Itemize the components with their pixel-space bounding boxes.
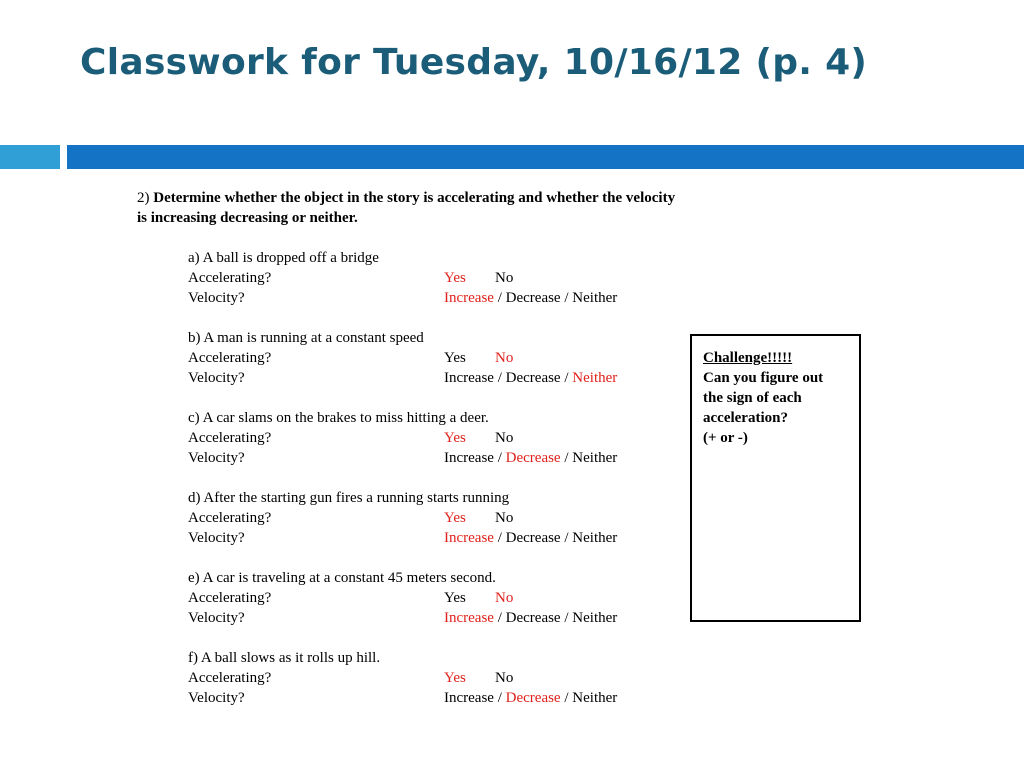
option-neither: Neither xyxy=(572,290,618,306)
question-number: 2) xyxy=(137,190,150,206)
option-increase: Increase xyxy=(444,610,494,626)
velocity-label: Velocity? xyxy=(188,370,245,386)
option-separator: / xyxy=(560,370,573,386)
answer-no: No xyxy=(495,670,514,686)
answer-yes: Yes xyxy=(444,670,466,686)
question-part xyxy=(188,248,837,308)
option-separator: / xyxy=(560,610,573,626)
answer-no: No xyxy=(495,430,514,446)
accelerating-label: Accelerating? xyxy=(188,670,272,686)
challenge-line: the sign of each xyxy=(703,390,802,406)
challenge-line: Can you figure out xyxy=(703,370,824,386)
part-text: b) A man is running at a constant speed xyxy=(188,330,424,346)
option-separator: / xyxy=(493,530,506,546)
option-neither: Neither xyxy=(572,530,618,546)
answer-yes: Yes xyxy=(444,590,466,606)
accelerating-row xyxy=(188,268,837,288)
velocity-options xyxy=(444,368,617,388)
velocity-label: Velocity? xyxy=(188,690,245,706)
option-increase: Increase xyxy=(444,290,494,306)
option-separator: / xyxy=(493,450,506,466)
option-separator: / xyxy=(560,450,573,466)
option-decrease: Decrease xyxy=(505,610,561,626)
question-prompt-line2: is increasing decreasing or neither. xyxy=(137,210,358,226)
option-neither: Neither xyxy=(572,450,618,466)
option-neither: Neither xyxy=(572,370,618,386)
velocity-row xyxy=(188,288,837,308)
slide-title: Classwork for Tuesday, 10/16/12 (p. 4) xyxy=(80,42,868,83)
answer-no: No xyxy=(495,270,514,286)
question-heading-line2 xyxy=(137,208,837,228)
answer-yes: Yes xyxy=(444,350,466,366)
accelerating-row xyxy=(188,668,837,688)
option-decrease: Decrease xyxy=(505,290,561,306)
challenge-box xyxy=(690,334,861,622)
option-increase: Increase xyxy=(444,530,494,546)
accelerating-label: Accelerating? xyxy=(188,270,272,286)
question-part xyxy=(188,648,837,708)
part-text: c) A car slams on the brakes to miss hitting a deer. xyxy=(188,410,489,426)
option-separator: / xyxy=(560,530,573,546)
option-increase: Increase xyxy=(444,450,494,466)
option-decrease: Decrease xyxy=(505,370,561,386)
option-separator: / xyxy=(493,290,506,306)
answer-no: No xyxy=(495,590,514,606)
question-prompt-line1: Determine whether the object in the story is accelerating and whether the velocity xyxy=(153,190,676,206)
option-decrease: Decrease xyxy=(505,690,561,706)
accelerating-label: Accelerating? xyxy=(188,350,272,366)
challenge-title: Challenge!!!!! xyxy=(703,350,793,366)
velocity-options xyxy=(444,688,617,708)
velocity-label: Velocity? xyxy=(188,450,245,466)
option-increase: Increase xyxy=(444,690,494,706)
part-text: d) After the starting gun fires a running starts running xyxy=(188,490,510,506)
challenge-line: (+ or -) xyxy=(703,430,748,446)
answer-yes: Yes xyxy=(444,430,466,446)
accelerating-label: Accelerating? xyxy=(188,590,272,606)
velocity-label: Velocity? xyxy=(188,290,245,306)
accelerating-label: Accelerating? xyxy=(188,430,272,446)
answer-no: No xyxy=(495,350,514,366)
header-accent-bar-left xyxy=(0,145,60,169)
velocity-options xyxy=(444,288,617,308)
option-decrease: Decrease xyxy=(505,530,561,546)
velocity-row xyxy=(188,688,837,708)
velocity-options xyxy=(444,448,617,468)
accelerating-label: Accelerating? xyxy=(188,510,272,526)
answer-no: No xyxy=(495,510,514,526)
challenge-line: acceleration? xyxy=(703,410,788,426)
header-accent-bar xyxy=(67,145,1024,169)
option-separator: / xyxy=(493,610,506,626)
part-text: e) A car is traveling at a constant 45 meters second. xyxy=(188,570,496,586)
option-separator: / xyxy=(493,370,506,386)
part-text: f) A ball slows as it rolls up hill. xyxy=(188,650,381,666)
answer-yes: Yes xyxy=(444,270,466,286)
velocity-options xyxy=(444,608,617,628)
option-increase: Increase xyxy=(444,370,494,386)
option-separator: / xyxy=(560,290,573,306)
option-neither: Neither xyxy=(572,610,618,626)
velocity-label: Velocity? xyxy=(188,610,245,626)
option-separator: / xyxy=(493,690,506,706)
answer-yes: Yes xyxy=(444,510,466,526)
option-decrease: Decrease xyxy=(505,450,561,466)
option-neither: Neither xyxy=(572,690,618,706)
part-text: a) A ball is dropped off a bridge xyxy=(188,250,379,266)
velocity-options xyxy=(444,528,617,548)
question-heading xyxy=(137,188,837,208)
velocity-label: Velocity? xyxy=(188,530,245,546)
option-separator: / xyxy=(560,690,573,706)
